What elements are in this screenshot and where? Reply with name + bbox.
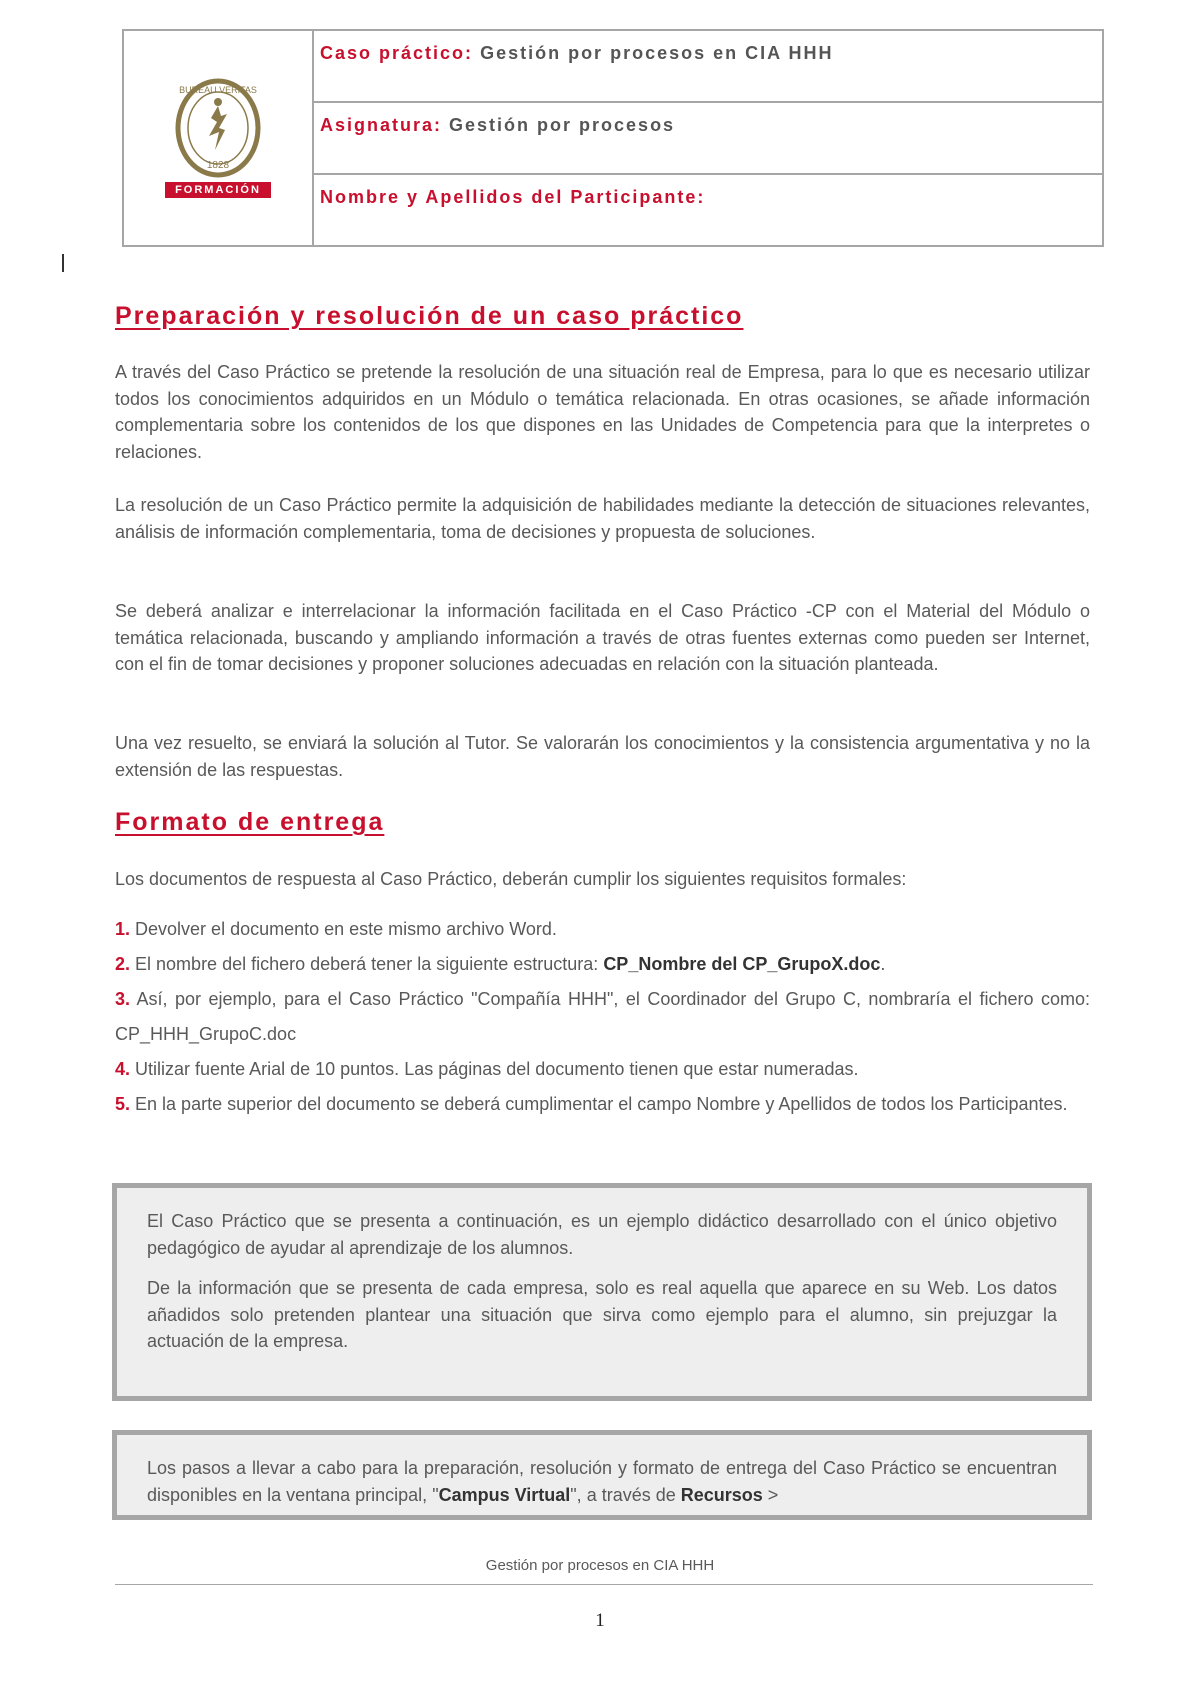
section-title-preparation: Preparación y resolución de un caso práctico	[115, 302, 744, 330]
list-item-text: Devolver el documento en este mismo archivo Word.	[135, 919, 557, 939]
list-item-text: Utilizar fuente Arial de 10 puntos. Las páginas del documento tienen que estar numeradas.	[135, 1059, 859, 1079]
list-item	[115, 912, 1090, 947]
list-item	[115, 1052, 1090, 1087]
list-item-number: 3.	[115, 989, 131, 1009]
disclaimer-text-2: De la información que se presenta de cada empresa, solo es real aquella que aparece en su Web. Los datos añadidos solo pretenden plantear una situación que sirva como ejemplo para el alumno, sin prejuzgar la actuación de la empresa.	[147, 1278, 1057, 1351]
list-item-number: 1.	[115, 919, 131, 939]
list-item-number: 4.	[115, 1059, 131, 1079]
document-header	[122, 29, 1104, 247]
case-row	[314, 31, 1102, 103]
steps-text-a: Los pasos a llevar a cabo para la preparación, resolución y formato de entrega del Caso Práctico se encuentran disponibles en la ventana principal, "	[147, 1458, 1057, 1505]
logo-year: 1828	[206, 160, 230, 171]
list-item-suffix: .	[880, 954, 886, 974]
subject-row	[314, 103, 1102, 175]
list-item	[115, 947, 1090, 982]
disclaimer-text-1: El Caso Práctico que se presenta a continuación, es un ejemplo didáctico desarrollado con el único objetivo pedagógico de ayudar al aprendizaje de los alumnos.	[147, 1211, 1057, 1258]
file-name-pattern: CP_Nombre del CP_GrupoX.doc	[603, 954, 881, 974]
text-cursor	[62, 254, 64, 272]
list-item	[115, 1087, 1090, 1122]
steps-text-b: ", a través de	[570, 1484, 681, 1505]
format-intro: Los documentos de respuesta al Caso Práctico, deberán cumplir los siguientes requisitos formales:	[115, 869, 907, 889]
steps-box	[112, 1430, 1092, 1520]
case-value: Gestión por procesos en CIA HHH	[480, 43, 834, 63]
disclaimer-box	[112, 1183, 1092, 1401]
participant-name-label: Nombre y Apellidos del Participante:	[320, 187, 706, 207]
list-item-text: Así, por ejemplo, para el Caso Práctico "Compañía HHH", el Coordinador del Grupo C, nombraría el fichero como: CP_HHH_GrupoC.doc	[115, 989, 1090, 1044]
paragraph-3: Se deberá analizar e interrelacionar la información facilitada en el Caso Práctico -CP con el Material del Módulo o temática relacionada, buscando y ampliando información a través de otras fuentes externas como pueden ser Internet, con el fin de tomar decisiones y proponer soluciones adecuadas en relación con la situación planteada.	[115, 601, 1090, 674]
paragraph-4: Una vez resuelto, se enviará la solución al Tutor. Se valorarán los conocimientos y la consistencia argumentativa y no la extensión de las respuestas.	[115, 733, 1090, 780]
header-info	[314, 31, 1102, 245]
page-number: 1	[595, 1610, 605, 1631]
steps-text-c: >	[762, 1484, 779, 1505]
subject-value: Gestión por procesos	[449, 115, 676, 135]
footer-divider	[115, 1584, 1093, 1585]
list-item-text: El nombre del fichero deberá tener la siguiente estructura:	[135, 954, 599, 974]
section-title-format: Formato de entrega	[115, 808, 385, 836]
bureau-veritas-logo	[173, 78, 263, 178]
recursos-text: Recursos	[680, 1484, 763, 1505]
subject-label: Asignatura:	[320, 115, 443, 135]
list-item-text: En la parte superior del documento se deberá cumplimentar el campo Nombre y Apellidos de todos los Participantes.	[135, 1094, 1068, 1114]
campus-virtual-text: Campus Virtual	[438, 1484, 571, 1505]
format-list	[115, 912, 1090, 1122]
list-item-number: 2.	[115, 954, 131, 974]
case-label: Caso práctico:	[320, 43, 474, 63]
logo-ring-text: BUREAU VERITAS	[179, 85, 257, 95]
list-item-number: 5.	[115, 1094, 131, 1114]
logo-badge: FORMACIÓN	[165, 182, 271, 198]
list-item	[115, 982, 1090, 1052]
participant-name-row[interactable]	[314, 175, 1102, 245]
paragraph-2: La resolución de un Caso Práctico permite la adquisición de habilidades mediante la detección de situaciones relevantes, análisis de información complementaria, toma de decisiones y propuesta de soluciones.	[115, 495, 1090, 542]
footer-title: Gestión por procesos en CIA HHH	[485, 1557, 715, 1574]
paragraph-1: A través del Caso Práctico se pretende la resolución de una situación real de Empresa, para lo que es necesario utilizar todos los conocimientos adquiridos en un Módulo o temática relacionada. En otras ocasiones, se añade información complementaria sobre los contenidos de los que dispones en las Unidades de Competencia para que la interpretes o relaciones.	[115, 362, 1090, 462]
logo-cell	[124, 31, 314, 245]
